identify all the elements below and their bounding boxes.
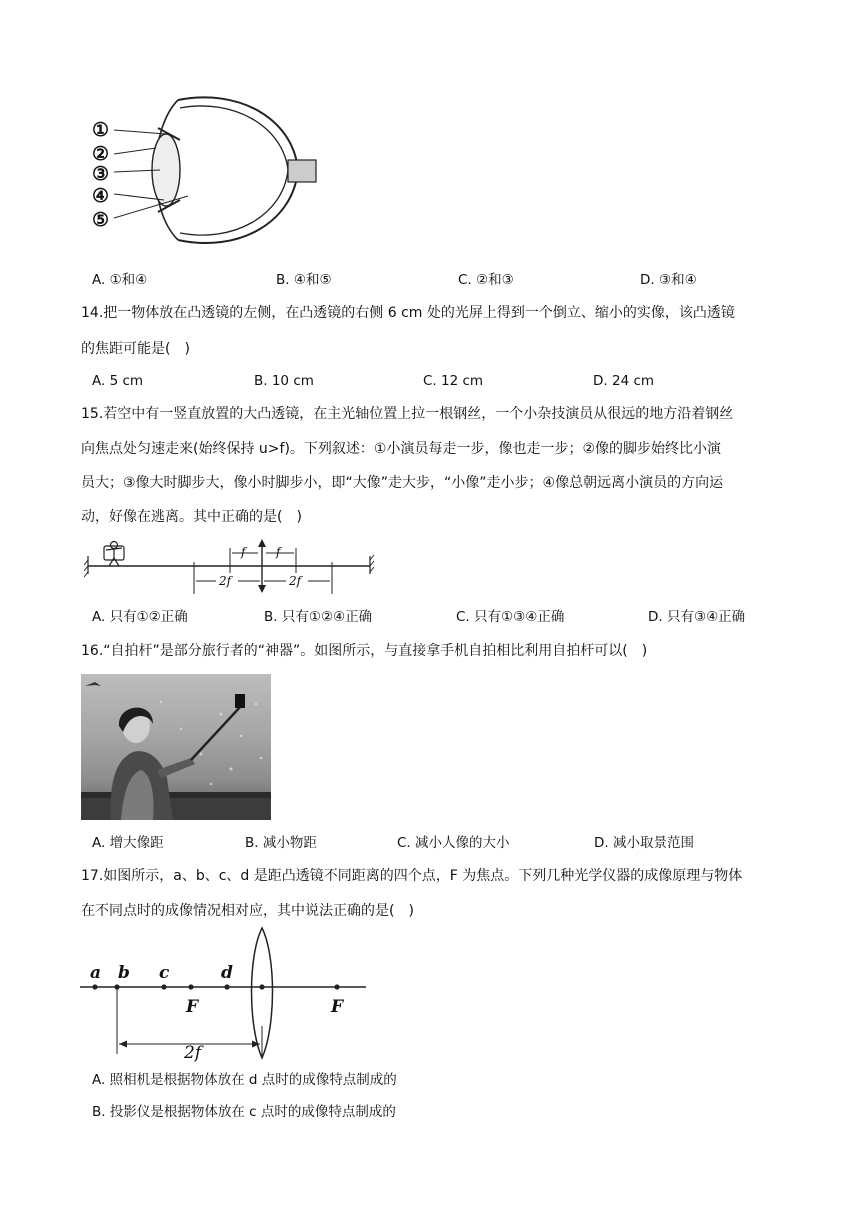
q15-stem-line3: 员大；③像大时脚步大，像小时脚步小，即“大像”走大步，“小像”走小步；④像总朝远离小演员的方向运 — [81, 475, 724, 491]
f-label-right: f — [276, 545, 281, 559]
label-f-right: F — [331, 997, 344, 1017]
q17-stem-line1: 17.如图所示，a、b、c、d 是距凸透镜不同距离的四个点，F 为焦点。下列几种光学仪器的成像原理与物体 — [81, 868, 743, 884]
q16-stem: 16.“自拍杆”是部分旅行者的“神器”。如图所示，与直接拿手机自拍相比利用自拍杆可以( ) — [81, 643, 648, 659]
point-c — [161, 984, 166, 989]
q15-stem-line4: 动，好像在逃离。其中正确的是( ) — [81, 509, 302, 525]
q16-option-d: D. 减小取景范围 — [594, 835, 694, 851]
q14-option-d: D. 24 cm — [593, 373, 655, 389]
q14-stem-line2: 的焦距可能是( ) — [81, 341, 190, 357]
label-d: d — [221, 963, 233, 983]
q13-option-c: C. ②和③ — [458, 272, 514, 288]
q15-stem-line1: 15.若空中有一竖直放置的大凸透镜，在主光轴位置上拉一根钢丝，一个小杂技演员从很远的地方沿着钢丝 — [81, 406, 734, 422]
point-d — [224, 984, 229, 989]
q17-stem-line2: 在不同点时的成像情况相对应，其中说法正确的是( ) — [81, 903, 414, 919]
q16-option-a: A. 增大像距 — [92, 835, 164, 851]
eye-diagram — [88, 88, 318, 253]
label-f-left: F — [186, 997, 199, 1017]
point-optical-center — [259, 984, 264, 989]
q15-option-b: B. 只有①②④正确 — [264, 609, 373, 625]
two-f-label-left: 2f — [219, 574, 232, 588]
selfie-stick-photo — [81, 674, 271, 820]
q14-option-c: C. 12 cm — [423, 373, 484, 389]
eyeball-outline — [178, 97, 298, 243]
q17-option-b: B. 投影仪是根据物体放在 c 点时的成像特点制成的 — [92, 1104, 396, 1120]
eye-label-5: ⑤ — [92, 209, 110, 231]
q14-option-a: A. 5 cm — [92, 373, 144, 389]
q15-option-c: C. 只有①③④正确 — [456, 609, 565, 625]
q17-option-a: A. 照相机是根据物体放在 d 点时的成像特点制成的 — [92, 1072, 397, 1088]
eye-label-4: ④ — [92, 185, 110, 207]
q16-option-c: C. 减小人像的大小 — [397, 835, 510, 851]
optic-nerve — [288, 160, 316, 182]
q14-stem-line1: 14.把一物体放在凸透镜的左侧，在凸透镜的右侧 6 cm 处的光屏上得到一个倒立、缩小的实像，该凸透镜 — [81, 305, 735, 321]
point-f-left — [188, 984, 193, 989]
label-two-f: 2f — [184, 1043, 202, 1062]
q13-option-a: A. ①和④ — [92, 272, 148, 288]
label-c: c — [159, 963, 170, 983]
q15-stem-line2: 向焦点处匀速走来(始终保持 u>f)。下列叙述：①小演员每走一步，像也走一步；②像的脚步始终比小演 — [81, 441, 722, 457]
tightrope-lens-diagram — [84, 538, 384, 594]
q14-option-b: B. 10 cm — [254, 373, 314, 389]
eye-label-1: ① — [92, 119, 110, 141]
q13-option-b: B. ④和⑤ — [276, 272, 332, 288]
eye-label-2: ② — [92, 143, 110, 165]
q13-option-d: D. ③和④ — [640, 272, 697, 288]
q15-option-a: A. 只有①②正确 — [92, 609, 188, 625]
q16-option-b: B. 减小物距 — [245, 835, 317, 851]
two-f-label-right: 2f — [289, 574, 302, 588]
label-b: b — [118, 963, 130, 983]
point-a — [92, 984, 97, 989]
q15-option-d: D. 只有③④正确 — [648, 609, 746, 625]
label-a: a — [90, 963, 102, 983]
convex-lens-points-diagram — [80, 926, 370, 1062]
f-label-left: f — [241, 545, 246, 559]
point-f-right — [334, 984, 339, 989]
acrobat-figure — [104, 542, 124, 567]
eye-label-3: ③ — [92, 163, 110, 185]
